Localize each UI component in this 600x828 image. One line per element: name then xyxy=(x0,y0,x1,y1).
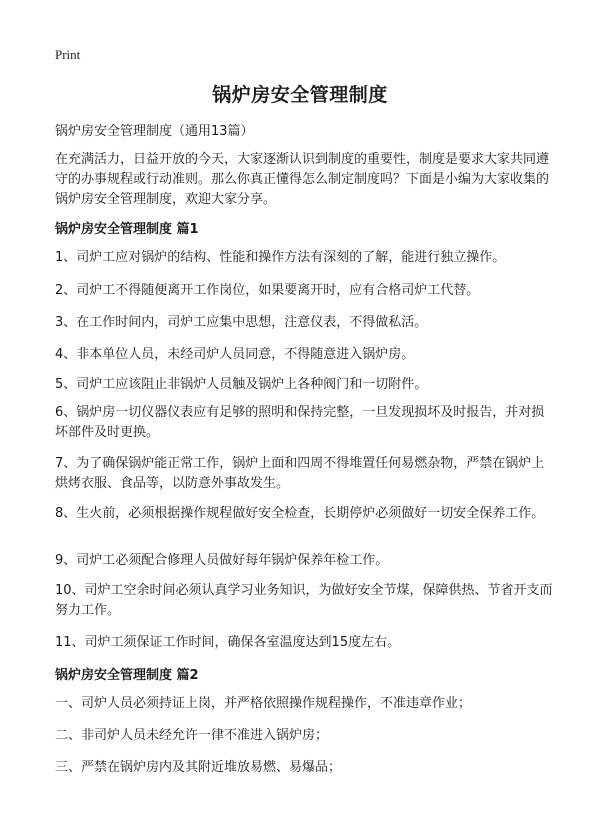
list-item: 5、司炉工应该阻止非锅炉人员触及锅炉上各种阀门和一切附件。 xyxy=(55,377,428,392)
document-title: 锅炉房安全管理制度 xyxy=(212,84,388,106)
list-item: 2、司炉工不得随便离开工作岗位，如果要离开时，应有合格司炉工代替。 xyxy=(55,283,480,298)
list-item: 10、司炉工空余时间必须认真学习业务知识，为做好安全节煤，保障供热、节省开支而努力工作。 xyxy=(55,583,553,618)
section-heading: 锅炉房安全管理制度 篇2 xyxy=(55,668,199,683)
list-item: 9、司炉工必须配合修理人员做好每年锅炉保养年检工作。 xyxy=(55,553,389,568)
list-item: 三、严禁在锅炉房内及其附近堆放易燃、易爆品； xyxy=(55,760,342,775)
document-subtitle: 锅炉房安全管理制度（通用13篇） xyxy=(55,124,254,139)
list-item: 4、非本单位人员，未经司炉人员同意，不得随意进入锅炉房。 xyxy=(55,347,415,362)
list-item: 7、为了确保锅炉能正常工作，锅炉上面和四周不得堆置任何易燃杂物，严禁在锅炉上烘烤衣服、食品等，以防意外事故发生。 xyxy=(55,456,545,491)
list-item: 11、司炉工须保证工作时间，确保各室温度达到15度左右。 xyxy=(55,635,401,650)
list-item: 一、司炉人员必须持证上岗，并严格依照操作规程操作，不准违章作业； xyxy=(55,696,472,711)
list-item: 3、在工作时间内，司炉工应集中思想，注意仪表，不得做私活。 xyxy=(55,315,428,330)
list-item: 6、锅炉房一切仪器仪表应有足够的照明和保持完整，一旦发现损坏及时报告，并对损坏部件及时更换。 xyxy=(55,405,545,440)
print-label: Print xyxy=(55,47,81,62)
list-item: 8、生火前，必须根据操作规程做好安全检查，长期停炉必须做好一切安全保养工作。 xyxy=(55,506,545,521)
section-heading: 锅炉房安全管理制度 篇1 xyxy=(55,222,199,237)
intro-paragraph: 在充满活力，日益开放的今天，大家逐渐认识到制度的重要性，制度是要求大家共同遵守的办事规程或行动准则。那么你真正懂得怎么制定制度吗？下面是小编为大家收集的锅炉房安全管理制度，欢迎大家分享。 xyxy=(55,152,550,207)
list-item: 1、司炉工应对锅炉的结构、性能和操作方法有深刻的了解，能进行独立操作。 xyxy=(55,250,506,265)
list-item: 二、非司炉人员未经允许一律不准进入锅炉房； xyxy=(55,728,329,743)
